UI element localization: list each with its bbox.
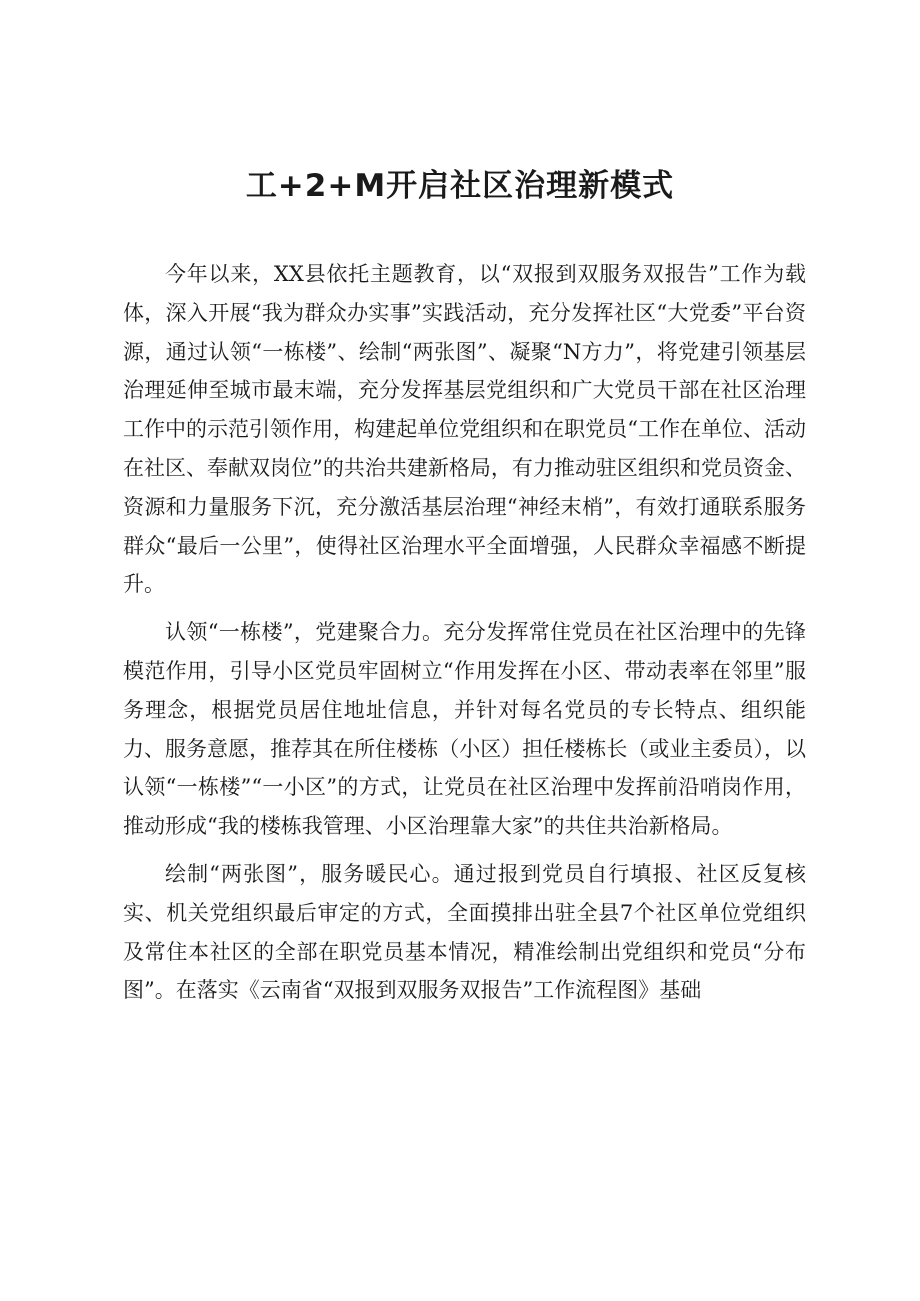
paragraph-two-maps: 绘制“两张图”，服务暖民心。通过报到党员自行填报、社区反复核实、机关党组织最后审定的方式，全面摸排出驻全县7个社区单位党组织及常住本社区的全部在职党员基本情况，精准绘制出党组织和党员“分布图”。在落实《云南省“双报到双服务双报告”工作流程图》基础: [123, 861, 806, 1003]
paragraph-one-building: 认领“一栋楼”，党建聚合力。充分发挥常住党员在社区治理中的先锋模范作用，引导小区党员牢固树立“作用发挥在小区、带动表率在邻里”服务理念，根据党员居住地址信息，并针对每名党员的专长特点、组织能力、服务意愿，推荐其在所住楼栋（小区）担任楼栋长（或业主委员），以认领“一栋楼”“一小区”的方式，让党员在社区治理中发挥前沿哨岗作用，推动形成“我的楼栋我管理、小区治理靠大家”的共住共治新格局。: [123, 620, 806, 839]
paragraph-intro: 今年以来，XX县依托主题教育，以“双报到双服务双报告”工作为载体，深入开展“我为群众办实事”实践活动，充分发挥社区“大党委”平台资源，通过认领“一栋楼”、绘制“两张图”、凝聚“N方力”，将党建引领基层治理延伸至城市最末端，充分发挥基层党组织和广大党员干部在社区治理工作中的示范引领作用，构建起单位党组织和在职党员“工作在单位、活动在社区、奉献双岗位”的共治共建新格局，有力推动驻区组织和党员资金、资源和力量服务下沉，充分激活基层治理“神经末梢”，有效打通联系服务群众“最后一公里”，使得社区治理水平全面增强，人民群众幸福感不断提升。: [123, 262, 806, 597]
document-title: 工+2+M开启社区治理新模式: [245, 168, 675, 204]
document-body: [123, 255, 806, 1010]
